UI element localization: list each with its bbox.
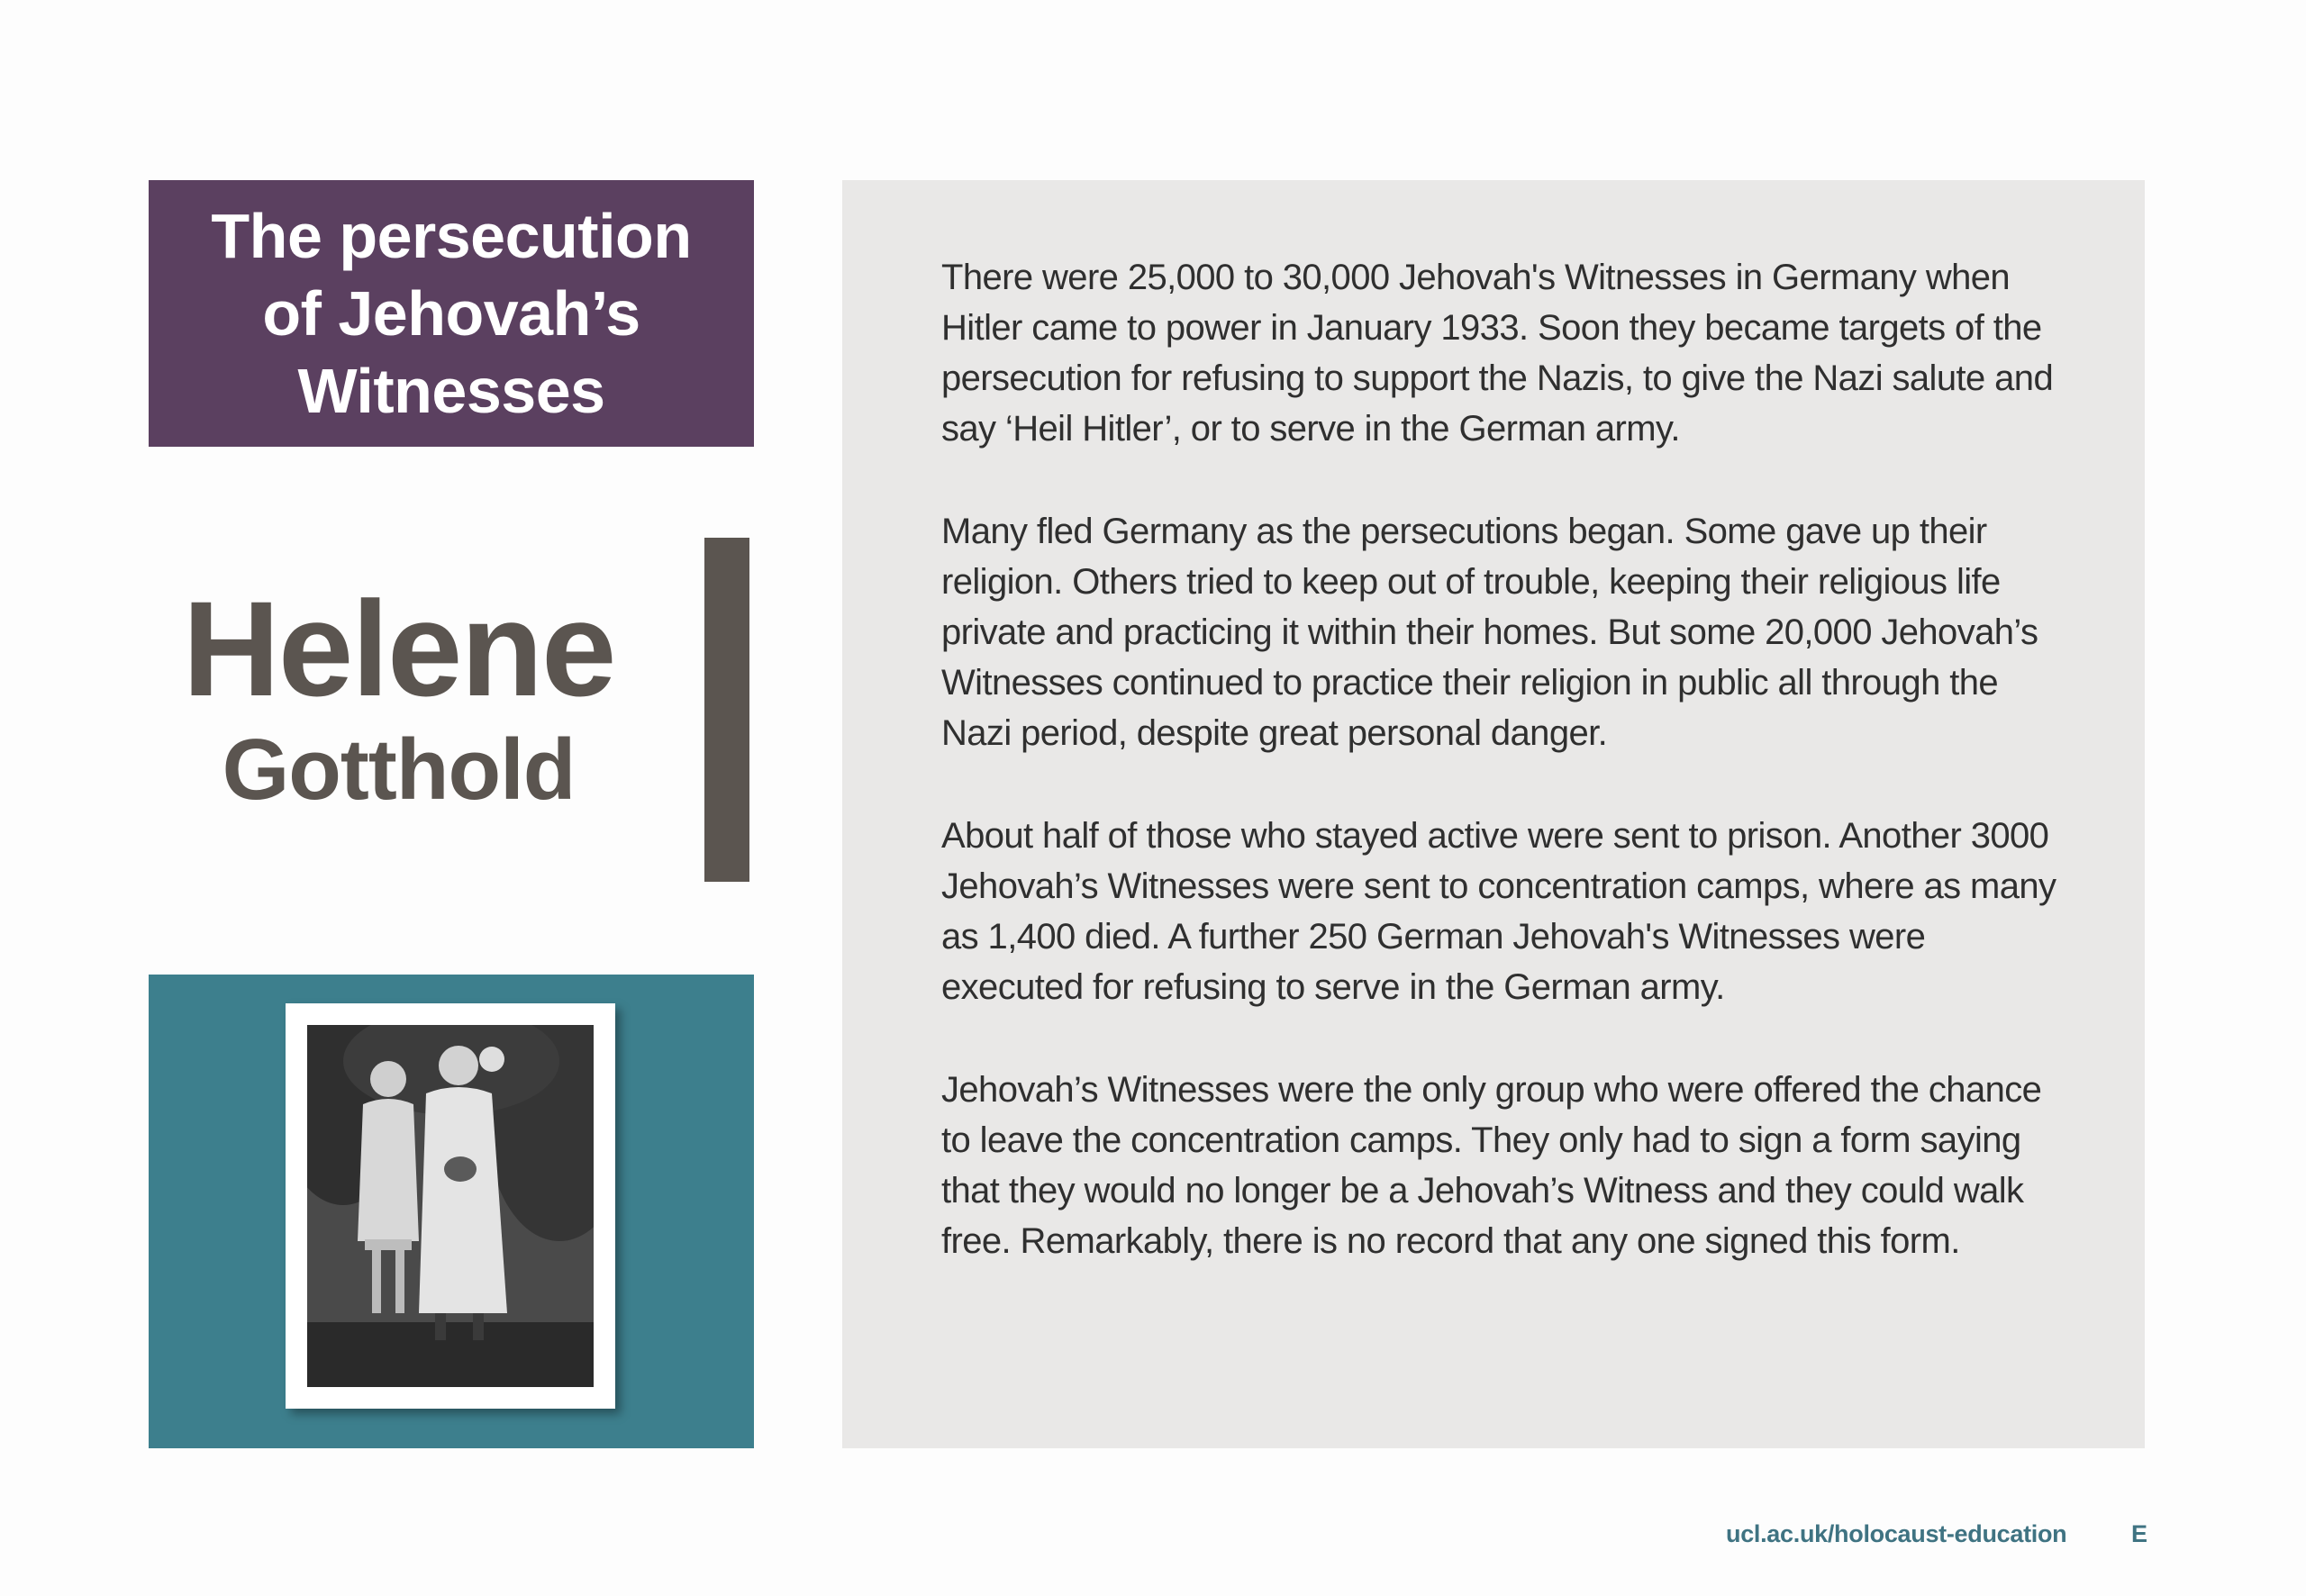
title-line-2: of Jehovah’s (262, 278, 640, 349)
person-last-name: Gotthold (222, 721, 576, 818)
photo-frame (286, 1003, 615, 1409)
page-letter: E (2131, 1520, 2148, 1547)
title-box (149, 180, 754, 447)
paragraph-3: About half of those who stayed active were sent to prison. Another 3000 Jehovah’s Witnesses were sent to concentration camps, where as many as 1,400 died. A further 250 German Jehovah's Witnesses were executed for refusing to serve in the German army. (941, 816, 2056, 1007)
photo-panel (149, 975, 754, 1448)
portrait-photo (307, 1025, 594, 1387)
article-body (941, 252, 2076, 1319)
paragraph-1: There were 25,000 to 30,000 Jehovah's Witnesses in Germany when Hitler came to power in January 1933. Soon they became targets of the persecution for refusing to support the Nazis, to give the Nazi salute and say ‘Heil Hitler’, or to serve in the German army. (941, 258, 2054, 449)
text-panel (842, 180, 2145, 1448)
portrait-photo-image (307, 1025, 594, 1387)
person-first-name: Helene (182, 573, 615, 724)
name-accent-bar (704, 538, 749, 882)
title-line-1: The persecution (211, 201, 692, 271)
paragraph-4: Jehovah’s Witnesses were the only group who were offered the chance to leave the concentration camps. They only had to sign a form saying that they would no longer be a Jehovah’s Witness and they could walk free. Remarkably, there is no record that any one signed this form. (941, 1070, 2042, 1261)
page-title (211, 197, 691, 430)
person-name (149, 573, 649, 820)
footer-url-link[interactable]: ucl.ac.uk/holocaust-education (1726, 1520, 2067, 1547)
title-line-3: Witnesses (297, 356, 605, 426)
paragraph-2: Many fled Germany as the persecutions began. Some gave up their religion. Others tried to keep out of trouble, keeping their religious life private and practicing it within their homes. But some 20,000 Jehovah’s Witnesses continued to practice their religion in public all through the Nazi period, despite great personal danger. (941, 512, 2038, 753)
